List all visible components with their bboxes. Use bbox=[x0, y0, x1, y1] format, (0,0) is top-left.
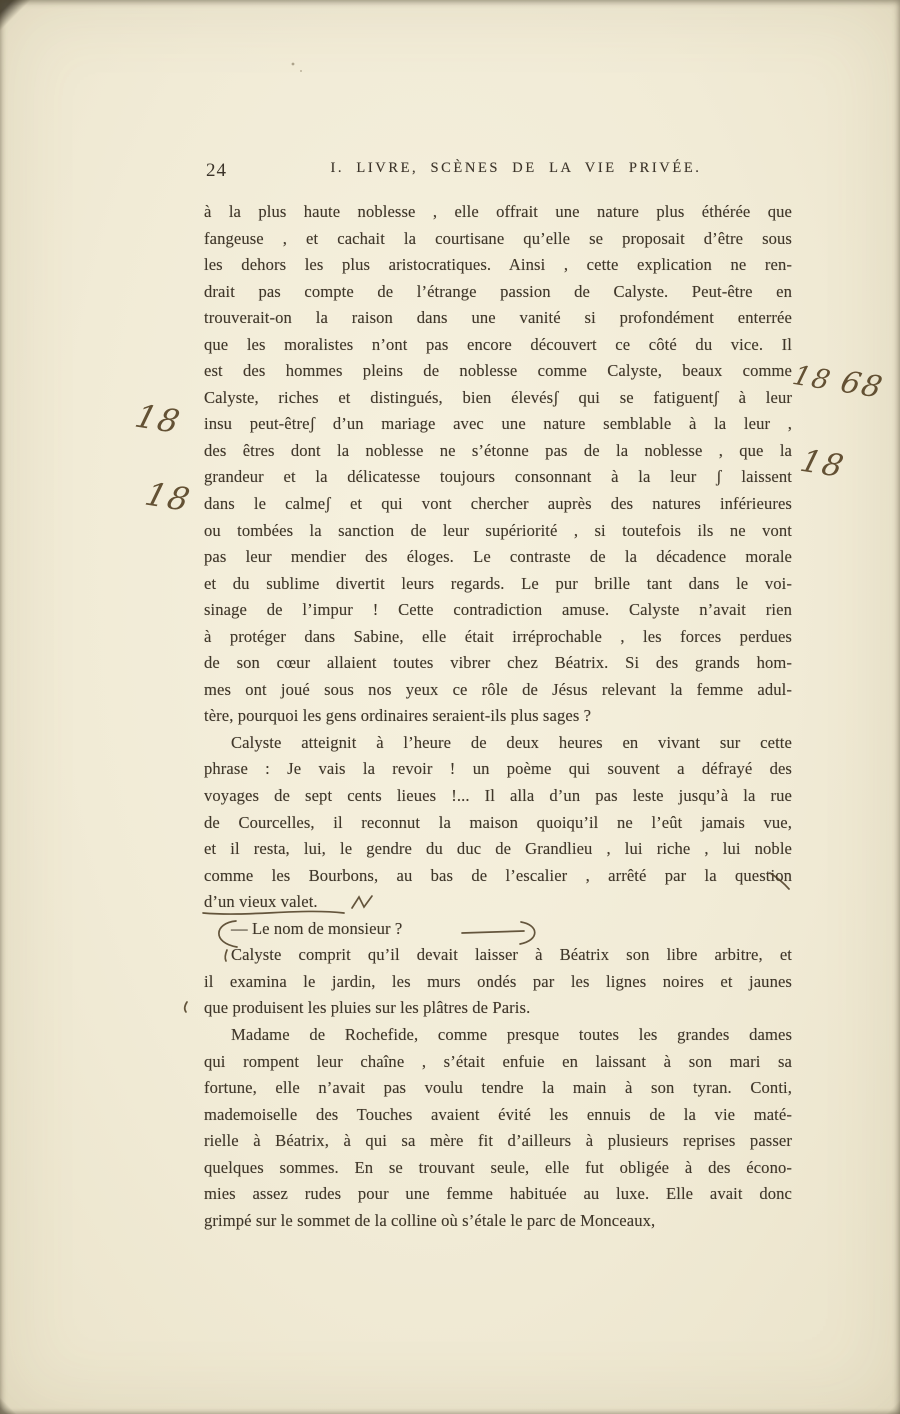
text-line: trouverait-on la raison dans une vanité si profondément enterrée bbox=[204, 308, 792, 328]
text-line: Calyste comprit qu’il devait laisser à Béatrix son libre arbitre, et bbox=[231, 945, 792, 965]
text-line: et du sublime divertit leurs regards. Le pur brille tant dans le voi- bbox=[204, 573, 792, 593]
text-line: phrase : Je vais la revoir ! un poème qui souvent a défrayé des bbox=[204, 759, 792, 779]
text-line: drait pas compte de l’étrange passion de Calyste. Peut-être en bbox=[204, 281, 792, 301]
handwritten-margin-mark-left-2: 18 bbox=[141, 475, 196, 519]
text-line: grimpé sur le sommet de la colline où s’étale le parc de Monceaux, bbox=[204, 1210, 656, 1230]
text-line: voyages de sept cents lieues !... Il alla d’un pas leste jusqu’à la rue bbox=[204, 786, 792, 806]
text-line: d’un vieux valet. bbox=[204, 892, 318, 912]
paragraph-4 bbox=[204, 1022, 792, 1234]
text-line: insu peut-êtreʃ d’un mariage avec une nature semblable à la leur , bbox=[204, 414, 792, 434]
text-line: Calyste, riches et distingués, bien élevésʃ qui se fatiguentʃ à leur bbox=[204, 387, 792, 407]
text-line: grandeur et la délicatesse toujours consonnant à la leur ʃ laissent bbox=[204, 467, 792, 487]
text-line: Calyste atteignit à l’heure de deux heures en vivant sur cette bbox=[231, 732, 792, 752]
text-line: dans le calmeʃ et qui vont chercher auprès des natures inférieures bbox=[204, 494, 792, 514]
margin-mark-glyph: 68 bbox=[836, 364, 888, 406]
text-line: est des hommes pleins de noblesse comme Calyste, beaux comme bbox=[204, 361, 792, 381]
text-line: et il resta, lui, le gendre du duc de Grandlieu , lui riche , lui noble bbox=[204, 839, 792, 859]
text-line: mies assez rudes pour une femme habituée au luxe. Elle avait donc bbox=[204, 1184, 792, 1204]
dialogue-paragraph bbox=[204, 916, 792, 943]
text-line: tère, pourquoi les gens ordinaires seraient-ils plus sages ? bbox=[204, 706, 592, 726]
page-header bbox=[204, 160, 792, 184]
paragraph-3 bbox=[204, 942, 792, 1022]
margin-mark-glyph: 18 bbox=[789, 360, 836, 397]
text-line: à la plus haute noblesse , elle offrait une nature plus éthérée que bbox=[204, 202, 792, 221]
handwritten-margin-mark-right-top bbox=[789, 357, 888, 405]
page-number: 24 bbox=[206, 160, 227, 181]
running-title: I. LIVRE, SCÈNES DE LA VIE PRIVÉE. bbox=[330, 160, 702, 176]
handwritten-margin-mark-left-1: 18 bbox=[131, 397, 186, 441]
text-line: que produisent les pluies sur les plâtres de Paris. bbox=[204, 998, 531, 1018]
ink-speckle bbox=[292, 63, 295, 66]
ink-speckle bbox=[300, 70, 302, 72]
text-line: de son cœur allaient toutes vibrer chez Béatrix. Si des grands hom- bbox=[204, 653, 792, 673]
text-line: quelques sommes. En se trouvant seule, elle fut obligée à des écono- bbox=[204, 1157, 792, 1177]
paragraph-2 bbox=[204, 730, 792, 916]
text-line: rielle à Béatrix, à qui sa mère fit d’ailleurs à plusieurs reprises passer bbox=[204, 1131, 792, 1151]
text-line: que les moralistes n’ont pas encore découvert ce côté du vice. Il bbox=[204, 334, 792, 354]
dialogue-line: — Le nom de monsieur ? bbox=[231, 918, 403, 938]
text-line: ou tombées la sanction de leur supériorité , si toutefois ils ne vont bbox=[204, 520, 792, 540]
text-line: comme les Bourbons, au bas de l’escalier , arrêté par la question bbox=[204, 865, 792, 885]
text-line: à protéger dans Sabine, elle était irréprochable , les forces perdues bbox=[204, 626, 792, 646]
paragraph-1 bbox=[204, 199, 792, 730]
text-line: les dehors les plus aristocratiques. Ainsi , cette explication ne ren- bbox=[204, 255, 792, 275]
text-line: qui rompent leur chaîne , s’était enfuie en laissant à son mari sa bbox=[204, 1051, 792, 1071]
text-line: fangeuse , et cachait la courtisane qu’elle se proposait d’être sous bbox=[204, 228, 792, 248]
text-line: fortune, elle n’avait pas voulu tendre la main à son tyran. Conti, bbox=[204, 1078, 792, 1098]
text-line: sinage de l’impur ! Cette contradiction amuse. Calyste n’avait rien bbox=[204, 600, 792, 620]
text-line: mademoiselle des Touches avaient évité les ennuis de la vie maté- bbox=[204, 1104, 792, 1124]
margin-tick bbox=[185, 1002, 187, 1012]
text-line: mes ont joué sous nos yeux ce rôle de Jésus relevant la femme adul- bbox=[204, 679, 792, 699]
text-line: de Courcelles, il reconnut la maison quoiqu’il ne l’eût jamais vue, bbox=[204, 812, 792, 832]
handwritten-margin-mark-right-mid: 18 bbox=[796, 443, 849, 485]
text-line: des êtres dont la noblesse ne s’étonne pas de la noblesse , que la bbox=[204, 440, 792, 460]
body-text bbox=[204, 199, 792, 1234]
text-line: il examina le jardin, les murs ondés par les lignes noires et jaunes bbox=[204, 971, 792, 991]
text-line: Madame de Rochefide, comme presque toutes les grandes dames bbox=[231, 1024, 792, 1044]
text-line: pas leur mendier des éloges. Le contraste de la décadence morale bbox=[204, 547, 792, 567]
